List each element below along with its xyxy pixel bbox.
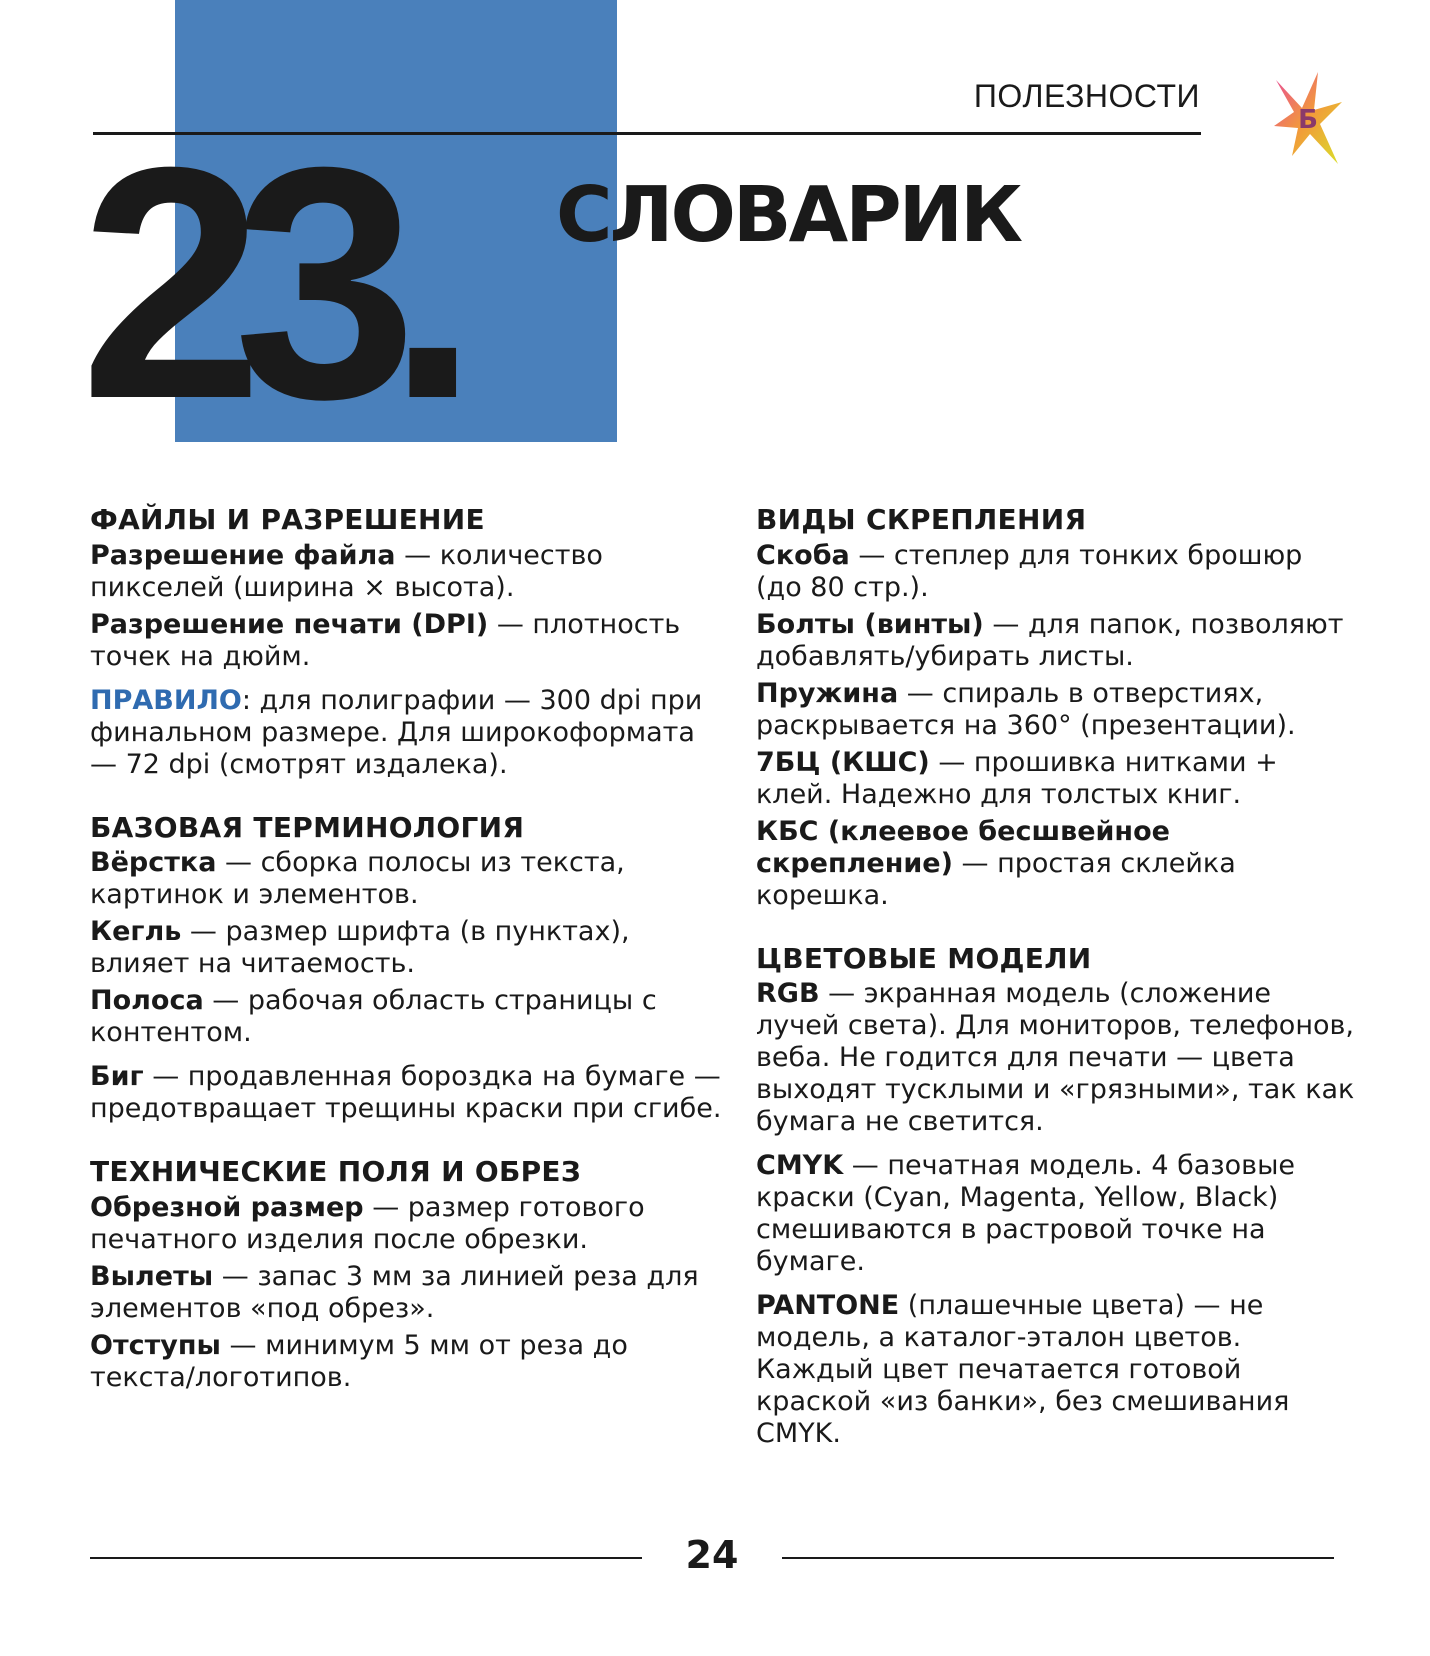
- right-column: [756, 503, 1356, 1455]
- heading-margins: ТЕХНИЧЕСКИЕ ПОЛЯ И ОБРЕЗ: [90, 1155, 582, 1189]
- entry-hardcover: 7БЦ (КШС) — прошивка нитками + клей. Надежно для толстых книг.: [756, 746, 1278, 810]
- heading-binding: ВИДЫ СКРЕПЛЕНИЯ: [756, 503, 1087, 536]
- entry-bleeds: Вылеты — запас 3 мм за линией реза для элементов «под обрез».: [90, 1260, 699, 1324]
- entry-layout: Вёрстка — сборка полосы из текста, картинок и элементов.: [90, 847, 625, 911]
- entry-strip: Полоса — рабочая область страницы с контентом.: [90, 985, 657, 1049]
- entry-font-size: Кегль — размер шрифта (в пунктах), влияет на читаемость.: [90, 916, 630, 980]
- entry-cmyk: CMYK — печатная модель. 4 базовые краски (Cyan, Magenta, Yellow, Black) смешиваются в растровой точке на бумаге.: [756, 1150, 1296, 1278]
- entry-print-resolution: Разрешение печати (DPI) — плотность точек на дюйм.: [90, 608, 681, 672]
- chapter-title: СЛОВАРИК: [556, 171, 1021, 260]
- page-number: 24: [685, 1533, 739, 1577]
- heading-color-models: ЦВЕТОВЫЕ МОДЕЛИ: [756, 941, 1092, 975]
- section-tag: ПОЛЕЗНОСТИ: [973, 78, 1200, 114]
- heading-terms: БАЗОВАЯ ТЕРМИНОЛОГИЯ: [90, 810, 525, 844]
- brand-logo-icon: [1272, 72, 1344, 168]
- logo-letter: Б: [1298, 105, 1318, 135]
- entry-crease: Биг — продавленная бороздка на бумаге — предотвращает трещины краски при сгибе.: [90, 1061, 722, 1125]
- entry-bolts: Болты (винты) — для папок, позволяют добавлять/убирать листы.: [756, 608, 1344, 672]
- entry-file-resolution: Разрешение файла — количество пикселей (ширина × высота).: [90, 539, 603, 603]
- entry-spring: Пружина — спираль в отверстиях, раскрывается на 360° (презентации).: [756, 677, 1296, 741]
- rule-note: ПРАВИЛО: для полиграфии — 300 dpi при финальном размере. Для широкоформата — 72 dpi (смотрят издалека).: [90, 684, 703, 780]
- footer-rule-right: [782, 1557, 1334, 1559]
- entry-staple: Скоба — степлер для тонких брошюр (до 80 стр.).: [756, 539, 1303, 603]
- left-column: [90, 503, 730, 1399]
- chapter-number: 23.: [80, 98, 449, 467]
- footer-rule-left: [90, 1557, 642, 1559]
- entry-perfect-binding: КБС (клеевое бесшвейное скрепление) — простая склейка корешка.: [756, 815, 1236, 911]
- entry-trim-size: Обрезной размер — размер готового печатного изделия после обрезки.: [90, 1191, 645, 1255]
- entry-pantone: PANTONE (плашечные цвета) — не модель, а каталог-эталон цветов. Каждый цвет печатается готовой краской «из банки», без смешивания CMYK.: [756, 1290, 1290, 1450]
- entry-safe-margins: Отступы — минимум 5 мм от реза до текста/логотипов.: [90, 1329, 628, 1393]
- heading-files: ФАЙЛЫ И РАЗРЕШЕНИЕ: [90, 503, 485, 536]
- entry-rgb: RGB — экранная модель (сложение лучей света). Для мониторов, телефонов, веба. Не годится для печати — цвета выходят тусклыми и «грязными», так как бумага не светится.: [756, 978, 1355, 1138]
